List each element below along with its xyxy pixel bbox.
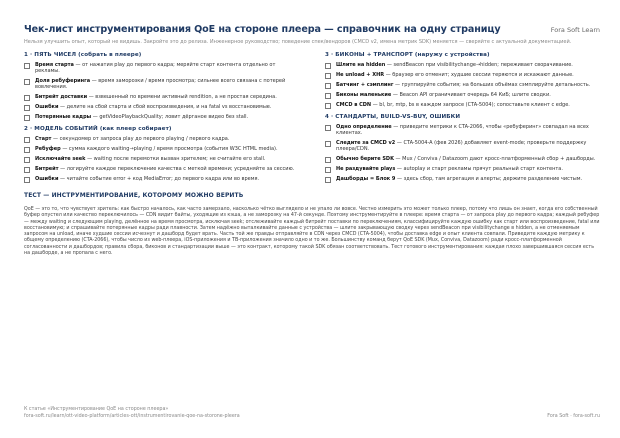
- checklist-item-desc: — делите на сбой старта и сбой воспроизведения, и на fatal vs восстановимые.: [58, 103, 272, 110]
- checkbox[interactable]: [325, 167, 331, 173]
- checklist-item-head: Шлите на hidden: [336, 61, 386, 68]
- checklist-item: [24, 78, 299, 91]
- checkbox[interactable]: [24, 63, 30, 69]
- page-header: [24, 24, 600, 36]
- checklist-item-desc: — Mux / Conviva / Datazoom дают кросс-платформенный сбор + дашборды.: [393, 155, 596, 162]
- footer-url[interactable]: fora-soft.ru/learn/ott-video-platform/articles-ott/instrumentirovanie-qoe-na-storone-pleera: [24, 414, 240, 419]
- checklist-item-text: [35, 62, 299, 75]
- checklist-item-desc: — секундомер от запроса play до первого playing / первого кадра.: [51, 135, 230, 142]
- section-title: 1 · ПЯТЬ ЧИСЕЛ (собрать в плеере): [24, 51, 142, 58]
- checkbox[interactable]: [24, 177, 30, 183]
- page-subtitle: Нельзя улучшить опыт, который не видишь. Закройте это до релиза. Инженерное руководство; поведение спек/вендоров (CMCD v2, имена метрик SDK) меняется — сверяйте с актуальной документацией.: [24, 39, 572, 45]
- checklist-item-text: [336, 92, 551, 99]
- checkbox[interactable]: [24, 115, 30, 121]
- checklist-item-desc: — sendBeacon при visibilitychange→hidden; переживает сворачивание.: [385, 61, 573, 68]
- checklist-item-text: [35, 78, 299, 91]
- footer-brand: Fora Soft · fora-soft.ru: [547, 414, 600, 419]
- checklist-item-text: [336, 82, 590, 89]
- checklist-item: [325, 92, 600, 99]
- checklist-item-desc: — время заморозки / время просмотра; сильнее всего связана с потерей вовлечения.: [35, 77, 286, 91]
- section-title: 4 · СТАНДАРТЫ, BUILD-VS-BUY, ОШИБКИ: [325, 113, 461, 120]
- checklist-item-head: Доля ребуферинга: [35, 77, 91, 84]
- checklist-item: [24, 62, 299, 75]
- checklist-item-text: [35, 104, 271, 111]
- checklist-item-head: Батчинг + сэмплинг: [336, 81, 394, 88]
- checklist-item-head: Следите за CMCD v2: [336, 139, 396, 146]
- checklist-item-text: [336, 156, 595, 163]
- checklist-item-head: Время старта: [35, 61, 74, 68]
- checklist-item-desc: — группируйте события; на больших объёмах сэмплируйте детальность.: [393, 81, 591, 88]
- checklist-item: [24, 166, 299, 173]
- checkbox[interactable]: [24, 137, 30, 143]
- checkbox[interactable]: [325, 157, 331, 163]
- checklist-item-text: [336, 140, 600, 153]
- checklist-item-text: [336, 176, 582, 183]
- checklist-item: [325, 82, 600, 89]
- checklist-item-text: [336, 124, 600, 137]
- checklist-item-text: [336, 72, 574, 79]
- cheatsheet-page: [24, 24, 600, 257]
- page-title: Чек-лист инструментирования QoE на стороне плеера — справочник на одну страницу: [24, 24, 501, 35]
- checklist-item: [24, 114, 299, 121]
- checklist-item-desc: — waiting после перемотки вызван зрителем; не считайте его stall.: [85, 155, 266, 162]
- checkbox[interactable]: [325, 103, 331, 109]
- checklist-item-head: Старт: [35, 135, 52, 142]
- checklist-item-desc: — Beacon API ограничивает очередь 64 КиБ; шлите сводки.: [391, 91, 551, 98]
- checklist-item-text: [336, 166, 563, 173]
- checkbox[interactable]: [24, 167, 30, 173]
- checklist-item: [24, 146, 299, 153]
- checklist-item-text: [35, 94, 277, 101]
- checklist-item-desc: — getVideoPlaybackQuality; ловит дёрганое видео без stall.: [91, 113, 249, 120]
- section-title: 2 · МОДЕЛЬ СОБЫТИЙ (как плеер собирает): [24, 125, 172, 132]
- checklist-item: [24, 104, 299, 111]
- checklist-item-desc: — приведите метрики к CTA-2066, чтобы «ребуферинг» совпадал на всех клиентах.: [336, 123, 589, 137]
- checklist-item-head: Битрейт: [35, 165, 59, 172]
- checklist-item-desc: — здесь сбор, там агрегация и алерты; держите разделение чистым.: [395, 175, 583, 182]
- checklist-item: [325, 156, 600, 163]
- checklist-item: [24, 176, 299, 183]
- test-section-title: ТЕСТ — ИНСТРУМЕНТИРОВАНИЕ, КОТОРОМУ МОЖНО ВЕРИТЬ: [24, 191, 244, 199]
- checkbox[interactable]: [24, 95, 30, 101]
- checklist-item-head: Ошибки: [35, 103, 59, 110]
- checklist-item-head: Потерянные кадры: [35, 113, 92, 120]
- right-column: [325, 52, 600, 186]
- checklist-item: [325, 124, 600, 137]
- checklist-item-head: Не раздувайте plays: [336, 165, 396, 172]
- section-title: 3 · БИКОНЫ + ТРАНСПОРТ (наружу с устройства): [325, 51, 490, 58]
- checkbox[interactable]: [325, 141, 331, 147]
- checklist-item-head: Ошибки: [35, 175, 59, 182]
- checklist-item-desc: — bl, br, mtp, bs в каждом запросе (CTA-5004); сопоставьте клиент с edge.: [371, 101, 570, 108]
- checklist-item-text: [35, 176, 259, 183]
- checklist-item-head: CMCD в CDN: [336, 101, 372, 108]
- checkbox[interactable]: [325, 73, 331, 79]
- checkbox[interactable]: [325, 93, 331, 99]
- checkbox[interactable]: [24, 79, 30, 85]
- checklist-columns: [24, 52, 600, 186]
- checklist-item-head: Дашборды = Блок 9: [336, 175, 396, 182]
- left-column: [24, 52, 299, 186]
- checkbox[interactable]: [24, 147, 30, 153]
- test-section-body: QoE — это то, что чувствует зритель: как быстро началось, как часто замерзало, насколько чётко выглядело и не упало ли вовсе. Честно измерить это может только плеер, потому что лишь он знает, когда его собственный буфер опустел или качество переключилось — CDN видит байты, уходящие из кэша, а не заморозку на 47-й секунде. Поэтому инструментируйте в плеере: время старта — от запроса play до первого кадра; каждый ребуфер — между waiting и следующим playing, делённое на время просмотра, исключая seek; отслеживайте каждый битрейт поставки по переключениям, классифицируйте каждую ошибку как старт или воспроизведение, fatal или восстановимую; и спрашивайте потерянные кадры ради плавности. Затем надёжно выталкивайте данные с устройства — шлите закрывающую сводку через sendBeacon при visibilitychange в hidden, а не отменяемым запросом на unload, иначе худшие сессии исчезнут и дашборд будет врать. Часть той же правды отправляйте в CDN через CMCD (CTA-5004), чтобы доставка edge и опыт клиента совпали. Приведите каждую метрику к общему определению (CTA-2066), чтобы число из web-плеера, iOS-приложения и ТВ-приложения значило одно и то же. Большинству команд берут QoE SDK (Mux, Conviva, Datazoom) ради кросс-платформенной согласованности и дашбордов; правила сбора, биконов и стандартизации выше — это контракт, которому такой SDK обязан соответствовать. Тест готового инструментирования: каждая плохо завершившаяся сессия есть на дашборде, а не пропала с него.: [24, 206, 600, 257]
- checklist-item-desc: — от нажатия play до первого кадра; меряйте старт контента отдельно от рекламы.: [35, 61, 276, 75]
- checkbox[interactable]: [24, 105, 30, 111]
- checklist-item: [325, 72, 600, 79]
- checklist-item-desc: — браузер его отменит; худшие сессии теряются и искажают данные.: [384, 71, 574, 78]
- checklist-item-text: [35, 136, 229, 143]
- checklist-item-desc: — autoplay и старт рекламы прячут реальный старт контента.: [395, 165, 563, 172]
- checklist-item-head: He unload + XHR: [336, 71, 385, 78]
- checklist-item-head: Биконы маленькие: [336, 91, 392, 98]
- checklist-item-text: [35, 166, 294, 173]
- checklist-item-text: [35, 146, 278, 153]
- checklist-item-desc: — взвешенный по времени активный rendition, а не простая середина.: [87, 93, 277, 100]
- checkbox[interactable]: [325, 177, 331, 183]
- checkbox[interactable]: [325, 83, 331, 89]
- checklist-item: [325, 166, 600, 173]
- checklist-item: [325, 176, 600, 183]
- checkbox[interactable]: [325, 125, 331, 131]
- checklist-item-head: Обычно берите SDK: [336, 155, 394, 162]
- checklist-item-desc: — логируйте каждое переключение качества с меткой времени; усредняйте за сессию.: [58, 165, 295, 172]
- checklist-item: [325, 140, 600, 153]
- checklist-item: [325, 102, 600, 109]
- checklist-item-text: [35, 156, 266, 163]
- checklist-item: [24, 156, 299, 163]
- checklist-item: [24, 136, 299, 143]
- footer-article-link[interactable]: К статье «Инструментирование QoE на стороне плеера»: [24, 407, 169, 412]
- checkbox[interactable]: [325, 63, 331, 69]
- checklist-item: [325, 62, 600, 69]
- brand-label: Fora Soft Learn: [550, 26, 600, 34]
- checkbox[interactable]: [24, 157, 30, 163]
- checklist-item-head: Исключайте seek: [35, 155, 86, 162]
- page-footer: [24, 406, 600, 420]
- checklist-item-head: Битрейт доставки: [35, 93, 88, 100]
- checklist-item-text: [336, 102, 570, 109]
- checklist-item-desc: — сумма каждого waiting→playing / время просмотра (события W3C HTML media).: [60, 145, 278, 152]
- checklist-item-head: Ребуфер: [35, 145, 61, 152]
- checklist-item-desc: — CTA-5004-A (фев 2026) добавляет event-mode; проверьте поддержку плеера/CDN.: [336, 139, 587, 153]
- checklist-item-head: Одно определение: [336, 123, 392, 130]
- checklist-item: [24, 94, 299, 101]
- checklist-item-desc: — читайте событие error + код MediaError; до первого кадра или во время.: [58, 175, 260, 182]
- checklist-item-text: [336, 62, 573, 69]
- checklist-item-text: [35, 114, 248, 121]
